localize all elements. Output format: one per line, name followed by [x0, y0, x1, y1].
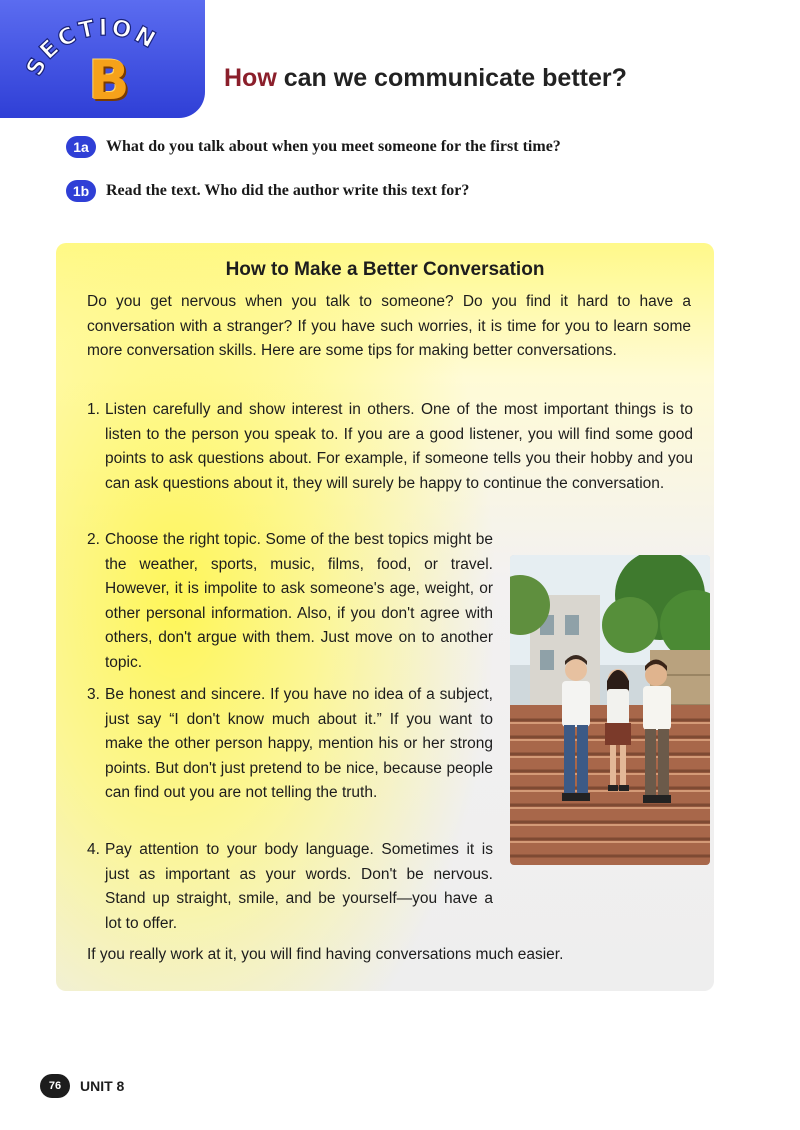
students-on-stairs-photo — [510, 555, 710, 865]
reading-passage — [56, 243, 714, 991]
tip-number: 1. — [87, 401, 100, 418]
question-badge: 1b — [66, 180, 96, 202]
unit-label: UNIT 8 — [80, 1078, 125, 1094]
section-badge — [0, 0, 205, 118]
tip-number: 2. — [87, 531, 100, 548]
page-title-rest: can we communicate better? — [276, 64, 627, 92]
question-1a — [66, 135, 561, 159]
section-letter: B — [88, 49, 130, 112]
question-text: Read the text. Who did the author write this text for? — [106, 182, 470, 199]
reading-intro: Do you get nervous when you talk to someone? Do you find it hard to have a conversation with a stranger? If you have such worries, it is time for you to learn some more conversation skills. Here are some tips for making better conversations. — [87, 293, 691, 359]
page-title — [224, 64, 627, 93]
question-text: What do you talk about when you meet someone for the first time? — [106, 138, 561, 155]
tip-item — [87, 683, 493, 833]
page-footer — [40, 1074, 124, 1098]
page-number: 76 — [40, 1074, 70, 1098]
section-word: SECTION — [21, 14, 163, 81]
question-1b — [66, 179, 469, 203]
tip-number: 3. — [87, 686, 100, 703]
page-title-how: How — [224, 64, 277, 92]
tip-text: Choose the right topic. Some of the best topics might be the weather, sports, music, films, food, or travel. However, it is impolite to ask someone's age, weight, or other personal information. Also, if you don't agree with others, don't argue with them. Just move on to another topic. — [105, 531, 493, 671]
tip-text: Pay attention to your body language. Sometimes it is just as important as your words. Don't be nervous. Stand up straight, smile, and be yourself—you have a lot to offer. — [105, 841, 493, 932]
question-badge: 1a — [66, 136, 96, 158]
tip-text: Listen carefully and show interest in others. One of the most important things is to listen to the person you speak to. If you are a good listener, you will find some good points to ask questions about. For example, if someone tells you their hobby and you can ask questions about it, they will surely be happy to continue the conversation. — [105, 401, 693, 492]
tip-number: 4. — [87, 841, 100, 858]
tip-item — [87, 838, 493, 938]
reading-conclusion: If you really work at it, you will find having conversations much easier. — [87, 946, 564, 963]
tip-text: Be honest and sincere. If you have no idea of a subject, just say “I don't know much about it.” If you want to make the other person happy, mention his or her strong points. But don't just pretend to be nice, because people can find out you are not telling the truth. — [105, 686, 493, 801]
tip-item — [87, 528, 493, 678]
reading-title: How to Make a Better Conversation — [225, 259, 545, 280]
tip-item — [87, 398, 693, 522]
